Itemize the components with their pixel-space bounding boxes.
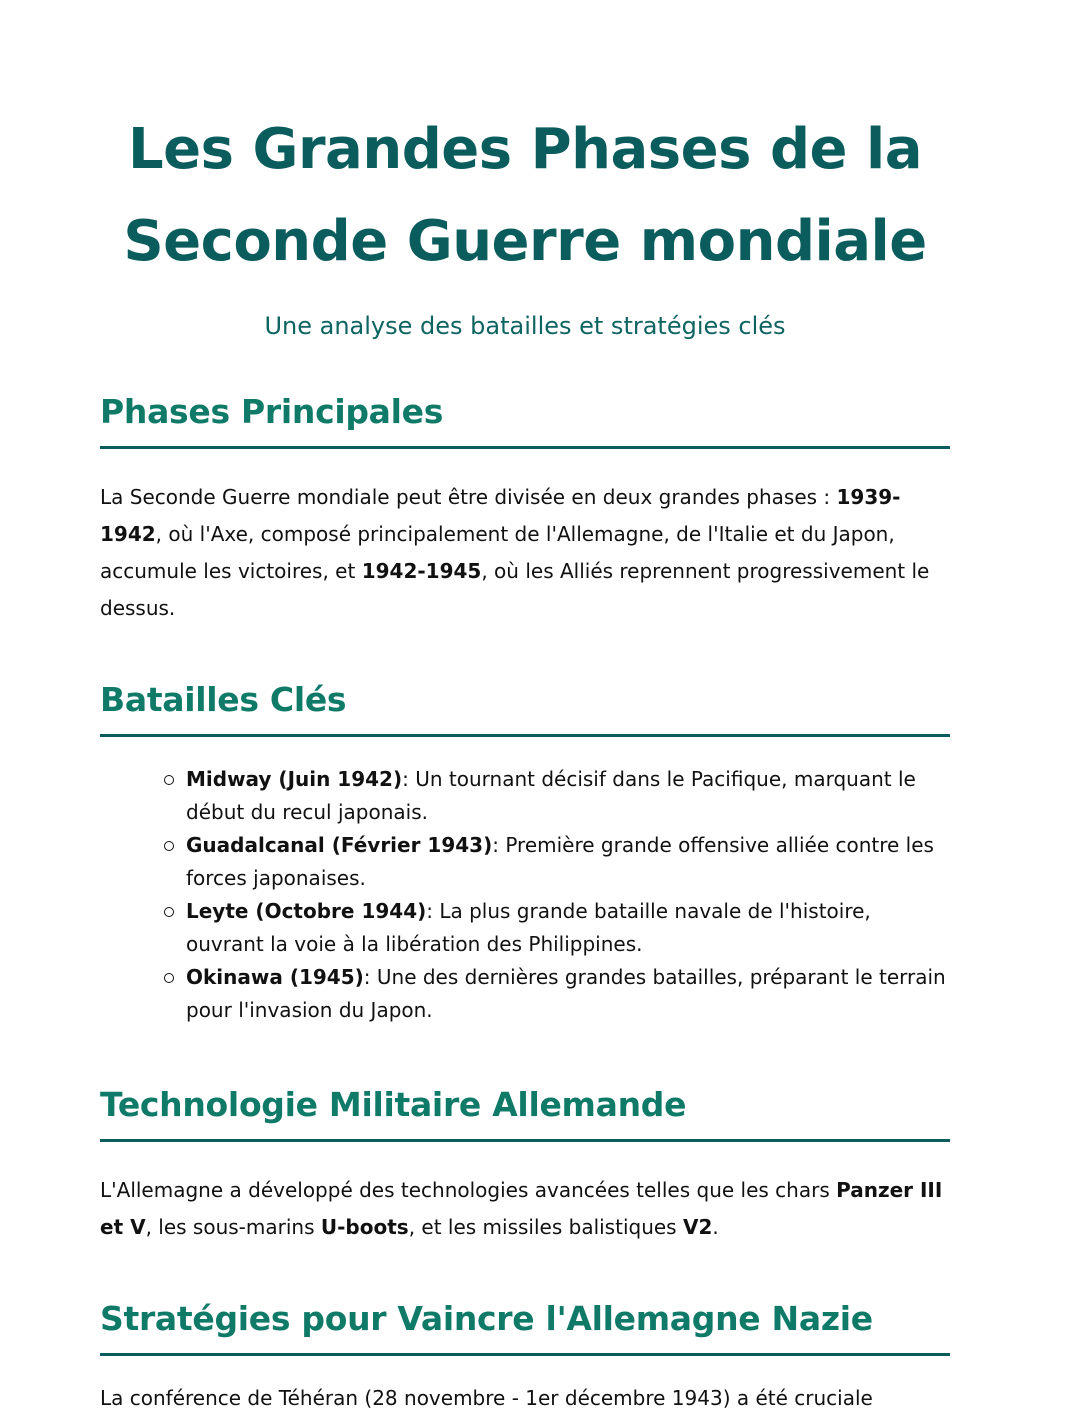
phases-text-3: , où les Alliés reprennent progressivement le dessus. [100, 559, 930, 620]
technology-bold-3: V2 [682, 1215, 713, 1239]
phases-text-1: La Seconde Guerre mondiale peut être divisée en deux grandes phases : [100, 485, 837, 509]
list-item [186, 763, 950, 829]
circle-bullet-icon [164, 973, 174, 983]
circle-bullet-icon [164, 907, 174, 917]
phases-paragraph [100, 479, 950, 627]
technology-text-3: , et les missiles balistiques [408, 1215, 683, 1239]
technology-text-4: . [712, 1215, 719, 1239]
battle-description: : La plus grande bataille navale de l'histoire, ouvrant la voie à la libération des Philippines. [186, 899, 871, 956]
strategies-paragraph: La conférence de Téhéran (28 novembre - 1er décembre 1943) a été cruciale [100, 1386, 873, 1410]
section-heading-battles: Batailles Clés [100, 678, 950, 737]
technology-text-1: L'Allemagne a développé des technologies avancées telles que les chars [100, 1178, 837, 1202]
battle-name: Guadalcanal (Février 1943) [186, 833, 493, 857]
battle-description: : Une des dernières grandes batailles, préparant le terrain pour l'invasion du Japon. [186, 965, 946, 1022]
strategies-paragraph-clipped [100, 1380, 950, 1410]
battle-description: : Première grande offensive alliée contre les forces japonaises. [186, 833, 934, 890]
battle-name: Midway (Juin 1942) [186, 767, 403, 791]
list-item [186, 829, 950, 895]
phases-bold-2: 1942-1945 [361, 559, 482, 583]
section-heading-technology: Technologie Militaire Allemande [100, 1083, 950, 1142]
phases-bold-1: 1939-1942 [100, 485, 901, 546]
circle-bullet-icon [164, 841, 174, 851]
technology-bold-1: Panzer III et V [100, 1178, 943, 1239]
section-heading-phases: Phases Principales [100, 390, 950, 449]
section-heading-strategies: Stratégies pour Vaincre l'Allemagne Nazie [100, 1297, 950, 1356]
battle-name: Leyte (Octobre 1944) [186, 899, 427, 923]
list-item [186, 961, 950, 1027]
circle-bullet-icon [164, 775, 174, 785]
section-strategies [100, 1297, 950, 1356]
technology-text-2: , les sous-marins [145, 1215, 321, 1239]
page-title-line-1: Les Grandes Phases de la [127, 117, 922, 182]
phases-text-2: , où l'Axe, composé principalement de l'Allemagne, de l'Italie et du Japon, accumule les victoires, et [100, 522, 895, 583]
technology-bold-2: U-boots [320, 1215, 409, 1239]
page-subtitle: Une analyse des batailles et stratégies clés [264, 312, 786, 340]
technology-paragraph [100, 1172, 950, 1246]
list-item [186, 895, 950, 961]
battle-name: Okinawa (1945) [186, 965, 364, 989]
section-battles [100, 678, 950, 1027]
battles-list [100, 763, 950, 1027]
section-technology [100, 1083, 950, 1246]
battle-description: : Un tournant décisif dans le Pacifique, marquant le début du recul japonais. [186, 767, 916, 824]
page-title [100, 0, 950, 288]
document [100, 0, 950, 1338]
section-phases [100, 390, 950, 627]
page-title-line-2: Seconde Guerre mondiale [123, 209, 927, 274]
